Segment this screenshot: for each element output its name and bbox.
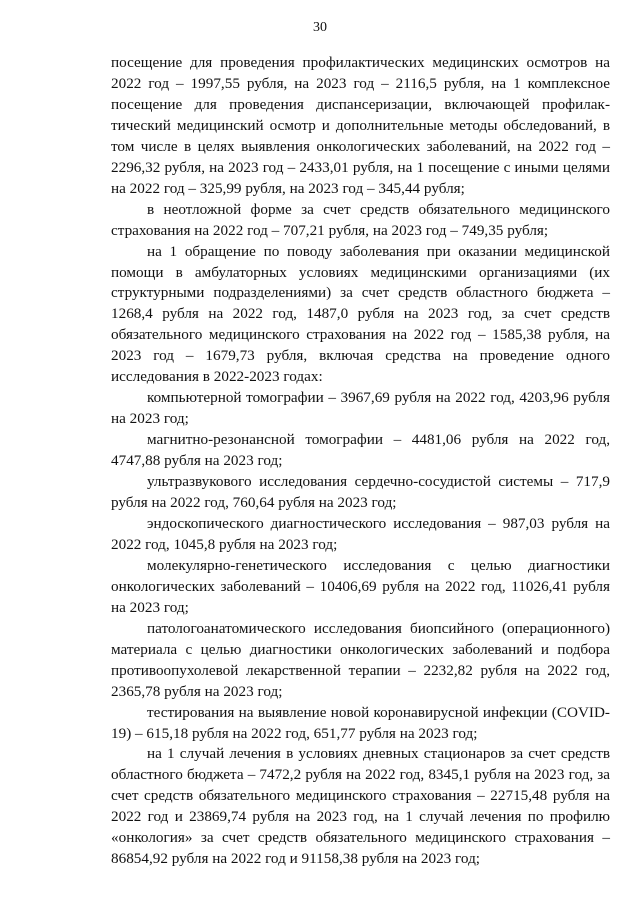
paragraph-outpatient-treatment: на 1 обращение по поводу заболевания при оказании медицинской помощи в амбулаторных условиях медицинскими организациями (их структурными подразделениями) за счет средств областного бюджета – 1268,4 рубля на 2022 год, 1487,0 рубля на 2023 год, за счет средств обязательного медицинского страхования на 2022 год – 1585,38 рубля, на 2023 год – 1679,73 рубля, включая средства на проведение одного исследования в 2022-2023 годах: [111, 242, 610, 386]
paragraph-urgent-care: в неотложной форме за счет средств обязательного медицинского страхования на 2022 год – 707,21 рубля, на 2023 год – 749,35 рубля; [111, 200, 610, 239]
paragraph-mri: магнитно-резонансной томографии – 4481,06 рубля на 2022 год, 4747,88 рубля на 2023 год; [111, 431, 610, 470]
paragraph-preventive-visits: посещение для проведения профилактических медицинских осмотров на 2022 год – 1997,55 рубля, на 2023 год – 2116,5 рубля, на 1 комплексное посещение для проведения диспансеризации, включающей профилактический медицинский осмотр и дополнительные методы обследований, в том числе в целях выявления онкологических заболеваний, на 2022 год – 2296,32 рубля, на 2023 год – 2433,01 рубля, на 1 посещение с иными целями на 2022 год – 325,99 рубля, на 2023 год – 345,44 рубля; [111, 54, 610, 197]
paragraph-computed-tomography: компьютерной томографии – 3967,69 рубля на 2022 год, 4203,96 рубля на 2023 год; [111, 389, 610, 428]
paragraph-endoscopy: эндоскопического диагностического исследования – 987,03 рубля на 2022 год, 1045,8 рубля на 2023 год; [111, 514, 610, 553]
paragraph-molecular-genetic: молекулярно-генетического исследования с целью диагностики онкологических заболеваний – 10406,69 рубля на 2022 год, 11026,41 рубля на 2023 год; [111, 556, 610, 616]
paragraph-day-hospital: на 1 случай лечения в условиях дневных стационаров за счет средств областного бюджета – 7472,2 рубля на 2022 год, 8345,1 рубля на 2023 год, за счет средств обязательного медицинского страхования – 22715,48 рубля на 2022 год и 23869,74 рубля на 2023 год, на 1 случай лечения по профилю «онкология» за счет средств обязательного медицинского страхования – 86854,92 рубля на 2022 год и 91158,38 рубля на 2023 год; [111, 745, 610, 868]
page-number: 30 [313, 20, 327, 35]
paragraph-ultrasound: ультразвукового исследования сердечно-сосудистой системы – 717,9 рубля на 2022 год, 760,64 рубля на 2023 год; [111, 473, 610, 512]
document-body [111, 53, 610, 870]
paragraph-covid-testing: тестирования на выявление новой коронавирусной инфекции (COVID-19) – 615,18 рубля на 2022 год, 651,77 рубля на 2023 год; [111, 703, 610, 742]
paragraph-pathology: патологоанатомического исследования биопсийного (операционного) материала с целью диагностики онкологических заболеваний и подбора противоопухолевой лекарственной терапии – 2232,82 рубля на 2022 год, 2365,78 рубля на 2023 год; [111, 619, 610, 700]
